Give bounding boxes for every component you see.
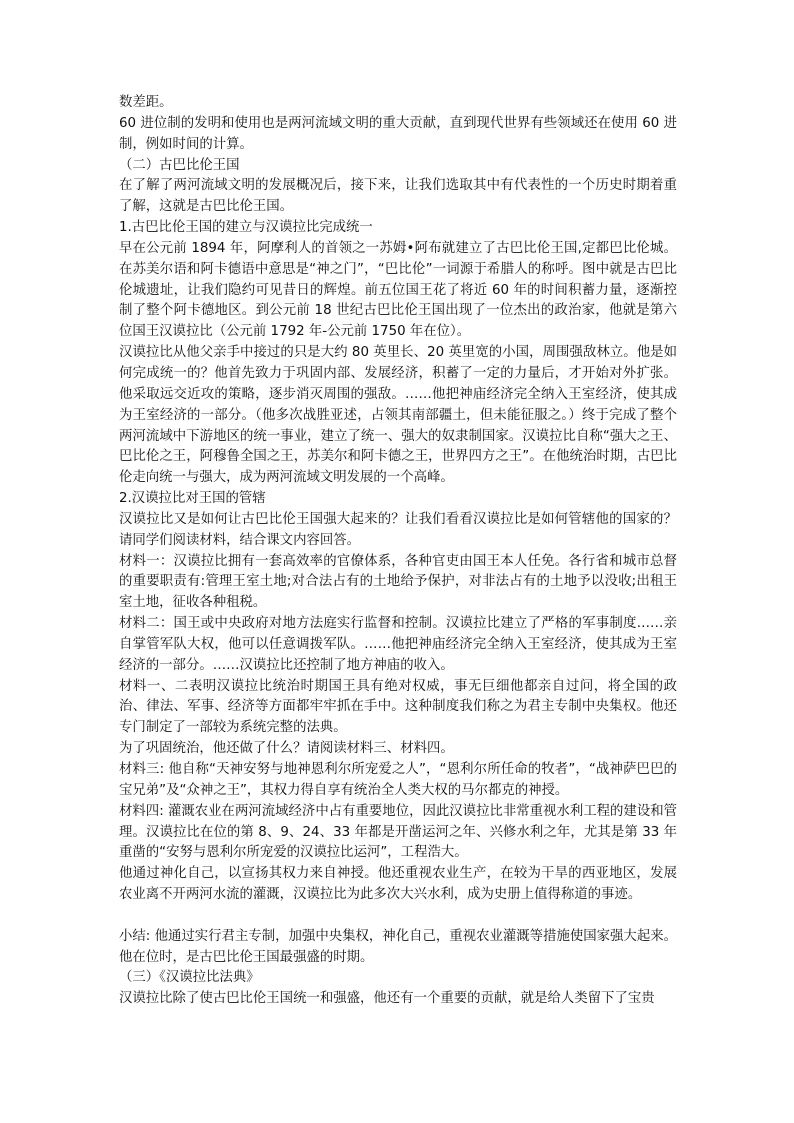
- paragraph-intro-babylon: 在了解了两河流域文明的发展概况后，接下来，让我们选取其中有代表性的一个历史时期着重了解，这就是古巴比伦王国。: [119, 178, 677, 215]
- paragraph-material-two: 材料二：国王或中央政府对地方法庭实行监督和控制。汉谟拉比建立了严格的军事制度……亲自掌管军队大权，他可以任意调拨军队。……他把神庙经济完全纳入王室经济，使其成为王室经济的一部分。……汉谟拉比还控制了地方神庙的收入。: [119, 616, 677, 673]
- section-heading-babylon: （二）古巴比伦王国: [119, 157, 240, 173]
- paragraph-code-intro: 汉谟拉比除了使古巴比伦王国统一和强盛，他还有一个重要的贡献，就是给人类留下了宝贵: [119, 991, 655, 1007]
- subheading-governance: 2.汉谟拉比对王国的管辖: [119, 491, 266, 507]
- paragraph-consolidation-question: 为了巩固统治，他还做了什么？请阅读材料三、材料四。: [119, 741, 454, 757]
- blank-line: [119, 906, 677, 927]
- paragraph-ending-fragment: 数差距。: [119, 95, 173, 110]
- section-heading-code: （三）《汉谟拉比法典》: [119, 970, 260, 986]
- paragraph-base-60: 60 进位制的发明和使用也是两河流域文明的重大贡献，直到现代世界有些领域还在使用 60 进制，例如时间的计算。: [119, 115, 677, 152]
- paragraph-material-three: 材料三: 他自称“天神安努与地神恩利尔所宠爱之人”，“恩利尔所任命的牧者”，“战神萨巴巴的宝兄弟”及“众神之王”，其权力得自享有统治全人类大权的马尔都克的神授。: [119, 762, 677, 798]
- paragraph-material-four: 材料四: 灌溉农业在两河流域经济中占有重要地位，因此汉谟拉比非常重视水利工程的建设和管理。汉谟拉比在位的第 8、9、24、33 年都是开凿运河之年、兴修水利之年，尤其是第 33 年重凿的“安努与恩利尔所宠爱的汉谟拉比运河”，工程浩大。: [119, 803, 677, 861]
- paragraph-unification: 汉谟拉比从他父亲手中接过的只是大约 80 英里长、20 英里宽的小国，周围强敌林立。他是如何完成统一的？他首先致力于巩固内部、发展经济，积蓄了一定的力量后，才开始对外扩张。他采取远交近攻的策略，逐步消灭周围的强敌。……他把神庙经济完全纳入王室经济，使其成为王室经济的一部分。（他多次战胜亚述，占领其南部疆土，但未能征服之。）终于完成了整个两河流域中下游地区的统一事业，建立了统一、强大的奴隶制国家。汉谟拉比自称“强大之王、巴比伦之王，阿穆鲁全国之王，苏美尔和阿卡德之王，世界四方之王”。在他统治时期，古巴比伦走向统一与强大，成为两河流域文明发展的一个高峰。: [119, 345, 677, 486]
- paragraph-governance-question: 汉谟拉比又是如何让古巴比伦王国强大起来的？让我们看看汉谟拉比是如何管辖他的国家的？请同学们阅读材料，结合课文内容回答。: [119, 511, 677, 548]
- subheading-founding-unification: 1.古巴比伦王国的建立与汉谟拉比完成统一: [119, 220, 373, 236]
- document-body: [119, 93, 677, 1010]
- paragraph-founding: 早在公元前 1894 年，阿摩利人的首领之一苏姆•阿布就建立了古巴比伦王国,定都巴比伦城。在苏美尔语和阿卡德语中意思是“神之门”，“巴比伦”一词源于希腊人的称呼。图中就是古巴比伦城遗址，让我们隐约可见昔日的辉煌。前五位国王花了将近 60 年的时间积蓄力量，逐渐控制了整个阿卡德地区。到公元前 18 世纪古巴比伦王国出现了一位杰出的政治家，他就是第六位国王汉谟拉比（公元前 1792 年-公元前 1750 年在位）。: [119, 240, 677, 340]
- paragraph-materials-summary: 材料一、二表明汉谟拉比统治时期国王具有绝对权威，事无巨细他都亲自过问，将全国的政治、律法、军事、经济等方面都牢牢抓在手中。这种制度我们称之为君主专制中央集权。他还专门制定了一部较为系统完整的法典。: [119, 678, 677, 736]
- paragraph-summary: 小结: 他通过实行君主专制，加强中央集权，神化自己，重视农业灌溉等措施使国家强大起来。他在位时，是古巴比伦王国最强盛的时期。: [119, 928, 677, 965]
- paragraph-deification-irrigation: 他通过神化自己，以宣扬其权力来自神授。他还重视农业生产，在较为干旱的西亚地区，发展农业离不开两河水流的灌溉，汉谟拉比为此多次大兴水利，成为史册上值得称道的事迹。: [119, 866, 677, 903]
- paragraph-material-one: 材料一：汉谟拉比拥有一套高效率的官僚体系，各种官吏由国王本人任免。各行省和城市总督的重要职责有:管理王室土地;对合法占有的土地给予保护，对非法占有的土地予以没收;出租王室土地，征收各种租税。: [119, 553, 677, 611]
